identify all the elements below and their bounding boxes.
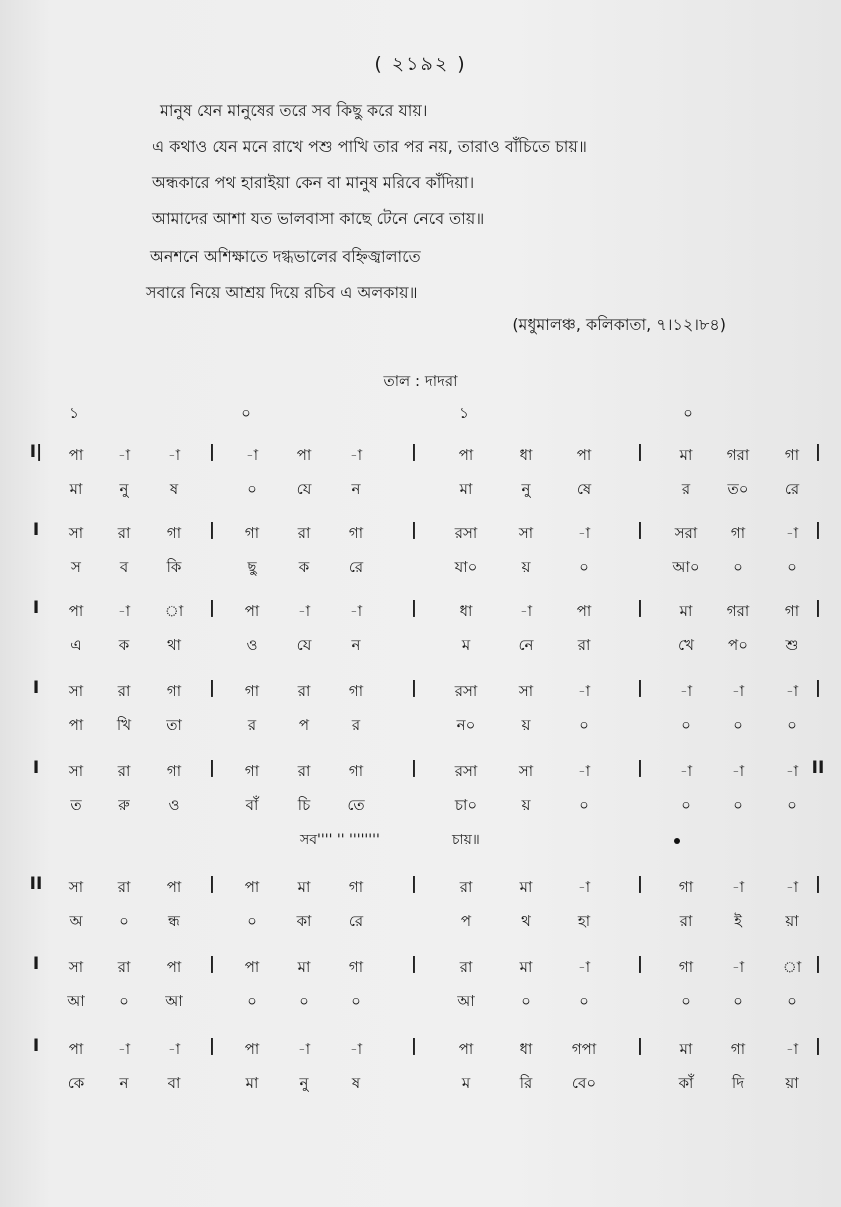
- swara-note: মা: [679, 446, 693, 464]
- swara-note: রা: [297, 682, 311, 700]
- bani-syllable: যে: [296, 636, 312, 654]
- bani-syllable: রে: [348, 558, 364, 576]
- bani-syllable: য়া: [785, 912, 799, 930]
- bani-syllable: ত০: [727, 480, 749, 498]
- bani-syllable: ০: [787, 716, 797, 734]
- swara-note: গপা: [571, 1040, 597, 1058]
- row-start-barline: I: [32, 1036, 40, 1056]
- barline: |: [636, 598, 644, 618]
- bani-syllable: ছু: [247, 558, 257, 576]
- barline: |: [410, 520, 418, 540]
- swara-note: সরা: [674, 524, 698, 542]
- swara-note: -া: [167, 446, 181, 464]
- swara-note: গা: [244, 762, 260, 780]
- bani-syllable: ০: [681, 716, 691, 734]
- bani-syllable: রি: [519, 1074, 533, 1092]
- swara-note: গা: [348, 878, 364, 896]
- bani-syllable: কা: [296, 912, 312, 930]
- bani-syllable: এ: [70, 636, 82, 654]
- swara-note: গা: [166, 762, 182, 780]
- bani-syllable: ০: [119, 912, 129, 930]
- bani-syllable: ০: [787, 558, 797, 576]
- swara-note: -া: [245, 446, 259, 464]
- swara-note: সা: [68, 762, 84, 780]
- swara-note: রা: [117, 524, 131, 542]
- swara-note: রা: [117, 958, 131, 976]
- swara-note: গা: [166, 524, 182, 542]
- bani-syllable: ন: [351, 636, 361, 654]
- swara-note: গা: [678, 878, 694, 896]
- swara-note: রা: [459, 958, 473, 976]
- bani-syllable: ন: [119, 1074, 129, 1092]
- bani-syllable: তা: [166, 716, 182, 734]
- swara-note: -া: [577, 682, 591, 700]
- swara-note: গা: [348, 958, 364, 976]
- row-end-barline: |: [814, 598, 822, 618]
- bani-syllable: ০: [733, 558, 743, 576]
- barline: |: [208, 520, 216, 540]
- bani-syllable: ষ: [169, 480, 179, 498]
- swara-note: গা: [244, 682, 260, 700]
- swara-note: -া: [349, 446, 363, 464]
- barline: |: [636, 442, 644, 462]
- barline: |: [208, 678, 216, 698]
- bani-syllable: রা: [679, 912, 693, 930]
- swara-note: পা: [68, 446, 84, 464]
- bani-syllable: প: [460, 912, 472, 930]
- barline: |: [410, 1036, 418, 1056]
- swara-note: রসা: [454, 682, 478, 700]
- row-start-barline: I: [32, 520, 40, 540]
- ornament-dot: [674, 838, 680, 844]
- swara-note: -া: [785, 524, 799, 542]
- bani-syllable: ন০: [456, 716, 476, 734]
- row-start-barline: II: [29, 874, 43, 894]
- swara-note: রা: [117, 878, 131, 896]
- barline: |: [636, 520, 644, 540]
- lyric-line-3: অন্ধকারে পথ হারাইয়া কেন বা মানুষ মরিবে কাঁদিয়া।: [152, 173, 475, 192]
- bani-syllable: ০: [521, 992, 531, 1010]
- swara-note: সা: [518, 762, 534, 780]
- swara-note: পা: [244, 602, 260, 620]
- bani-syllable: ০: [681, 992, 691, 1010]
- swara-note: সা: [518, 682, 534, 700]
- bani-syllable: ০: [733, 796, 743, 814]
- bani-syllable: ত: [70, 796, 82, 814]
- swara-note: পা: [68, 602, 84, 620]
- swara-note: পা: [576, 602, 592, 620]
- swara-note: ধা: [459, 602, 473, 620]
- swara-note: পা: [244, 878, 260, 896]
- swara-note: গা: [166, 682, 182, 700]
- row-end-barline: II: [811, 758, 825, 778]
- swara-note: মা: [519, 878, 533, 896]
- swara-note: -া: [349, 1040, 363, 1058]
- page-number: ( ২১৯২ ): [374, 53, 467, 75]
- barline: |: [636, 758, 644, 778]
- bani-syllable: কে: [67, 1074, 85, 1092]
- swara-note: া: [164, 602, 184, 620]
- bani-syllable: কি: [166, 558, 182, 576]
- bani-syllable: য়: [521, 716, 531, 734]
- swara-note: রা: [459, 878, 473, 896]
- bani-syllable: র: [247, 716, 257, 734]
- swara-note: া: [782, 958, 802, 976]
- row-end-barline: |: [814, 954, 822, 974]
- bani-syllable: ০: [247, 480, 257, 498]
- swara-note: সা: [68, 524, 84, 542]
- bani-syllable: ০: [579, 558, 589, 576]
- swara-note: সা: [68, 682, 84, 700]
- swara-note: -া: [679, 762, 693, 780]
- bani-syllable: য়া: [785, 1074, 799, 1092]
- bani-syllable: থা: [166, 636, 182, 654]
- barline: |: [208, 598, 216, 618]
- bani-syllable: দি: [731, 1074, 745, 1092]
- bani-syllable: ০: [351, 992, 361, 1010]
- bani-syllable: রু: [118, 796, 130, 814]
- barline: |: [208, 758, 216, 778]
- bani-syllable: বাঁ: [245, 796, 259, 814]
- bani-syllable: যে: [296, 480, 312, 498]
- bani-syllable: প: [298, 716, 310, 734]
- swara-note: পা: [296, 446, 312, 464]
- swara-note: রা: [297, 524, 311, 542]
- barline: |: [636, 954, 644, 974]
- bani-syllable: ০: [579, 992, 589, 1010]
- swara-note: মা: [297, 958, 311, 976]
- bani-syllable: ন: [351, 480, 361, 498]
- bani-syllable: বে০: [571, 1074, 597, 1092]
- lyric-line-1: মানুষ যেন মানুষের তরে সব কিছু করে যায়।: [160, 101, 428, 120]
- bani-syllable: আ: [457, 992, 475, 1010]
- swara-note: সা: [68, 878, 84, 896]
- barline: |: [410, 874, 418, 894]
- bani-syllable: প০: [728, 636, 748, 654]
- bani-syllable: ০: [579, 796, 589, 814]
- swara-note: সা: [518, 524, 534, 542]
- bani-syllable: রা: [577, 636, 591, 654]
- swara-note: পা: [166, 878, 182, 896]
- bani-syllable: ক: [118, 636, 130, 654]
- swara-note: -া: [297, 1040, 311, 1058]
- swara-note: সা: [68, 958, 84, 976]
- bani-syllable: ও: [168, 796, 180, 814]
- bani-syllable: কাঁ: [678, 1074, 694, 1092]
- bani-syllable: য়: [521, 796, 531, 814]
- bani-syllable: তে: [347, 796, 365, 814]
- bani-syllable: খি: [116, 716, 132, 734]
- bani-syllable: বা: [167, 1074, 181, 1092]
- swara-note: গা: [784, 446, 800, 464]
- bani-syllable: র: [351, 716, 361, 734]
- swara-note: -া: [117, 446, 131, 464]
- swara-note: গা: [730, 524, 746, 542]
- barline: |: [636, 874, 644, 894]
- swara-note: মা: [297, 878, 311, 896]
- swara-note: পা: [244, 1040, 260, 1058]
- barline: |: [410, 678, 418, 698]
- swara-note: মা: [679, 1040, 693, 1058]
- bani-syllable: আ: [165, 992, 183, 1010]
- return-note-right: চায়॥: [452, 832, 480, 848]
- row-start-barline: I: [32, 954, 40, 974]
- swara-note: ধা: [519, 446, 533, 464]
- swara-note: পা: [68, 1040, 84, 1058]
- bani-syllable: হা: [577, 912, 591, 930]
- swara-note: গরা: [726, 602, 750, 620]
- barline: |: [636, 678, 644, 698]
- lyric-line-2: এ কথাও যেন মনে রাখে পশু পাখি তার পর নয়, তারাও বাঁচিতে চায়॥: [152, 137, 587, 156]
- swara-note: -া: [577, 524, 591, 542]
- bani-syllable: ই: [734, 912, 742, 930]
- swara-note: গা: [348, 524, 364, 542]
- swara-note: রসা: [454, 524, 478, 542]
- bani-syllable: ষ: [351, 1074, 361, 1092]
- barline: |: [208, 442, 216, 462]
- swara-note: -া: [679, 682, 693, 700]
- bani-syllable: নু: [521, 480, 531, 498]
- swara-note: -া: [577, 878, 591, 896]
- bani-syllable: স: [71, 558, 81, 576]
- swara-note: -া: [731, 682, 745, 700]
- row-start-barline: I: [32, 678, 40, 698]
- bani-syllable: ব: [119, 558, 129, 576]
- barline: |: [410, 954, 418, 974]
- swara-note: গা: [348, 682, 364, 700]
- swara-note: পা: [166, 958, 182, 976]
- row-start-barline: I: [32, 758, 40, 778]
- bani-syllable: অ: [69, 912, 83, 930]
- bani-syllable: ০: [733, 992, 743, 1010]
- row-end-barline: |: [814, 874, 822, 894]
- bani-syllable: চি: [297, 796, 311, 814]
- bani-syllable: ০: [299, 992, 309, 1010]
- swara-note: পা: [576, 446, 592, 464]
- beat-marker-1: ১: [69, 404, 79, 422]
- bani-syllable: মা: [459, 480, 473, 498]
- swara-note: -া: [785, 762, 799, 780]
- swara-note: -া: [577, 762, 591, 780]
- swara-note: -া: [167, 1040, 181, 1058]
- barline: |: [636, 1036, 644, 1056]
- bani-syllable: খে: [678, 636, 694, 654]
- swara-note: -া: [349, 602, 363, 620]
- bani-syllable: ম: [461, 1074, 471, 1092]
- bani-syllable: য়: [521, 558, 531, 576]
- swara-note: -া: [785, 878, 799, 896]
- bani-syllable: ০: [247, 912, 257, 930]
- swara-note: রা: [117, 682, 131, 700]
- swara-note: -া: [785, 1040, 799, 1058]
- bani-syllable: ম: [461, 636, 471, 654]
- bani-syllable: থ: [521, 912, 531, 930]
- bani-syllable: নু: [299, 1074, 309, 1092]
- swara-note: গা: [678, 958, 694, 976]
- swara-note: গরা: [726, 446, 750, 464]
- bani-syllable: ০: [787, 992, 797, 1010]
- bani-syllable: যা০: [454, 558, 478, 576]
- swara-note: মা: [679, 602, 693, 620]
- swara-note: রা: [297, 762, 311, 780]
- bani-syllable: ০: [247, 992, 257, 1010]
- beat-marker-3: ১: [459, 404, 469, 422]
- return-note-left: সব'''' '' '''''''': [300, 832, 380, 848]
- row-end-barline: |: [814, 520, 822, 540]
- lyric-line-4: আমাদের আশা যত ভালবাসা কাছে টেনে নেবে তায়॥: [152, 209, 485, 228]
- swara-note: -া: [117, 602, 131, 620]
- barline: |: [208, 954, 216, 974]
- barline: |: [208, 1036, 216, 1056]
- lyric-line-6: সবারে নিয়ে আশ্রয় দিয়ে রচিব এ অলকায়॥: [146, 283, 418, 302]
- bani-syllable: ক: [298, 558, 310, 576]
- bani-syllable: আ: [67, 992, 85, 1010]
- swara-note: রসা: [454, 762, 478, 780]
- swara-note: -া: [731, 878, 745, 896]
- bani-syllable: ০: [787, 796, 797, 814]
- bani-syllable: রে: [784, 480, 800, 498]
- barline: |: [410, 598, 418, 618]
- beat-marker-4: ০: [683, 404, 693, 422]
- bani-syllable: নু: [119, 480, 129, 498]
- swara-note: -া: [519, 602, 533, 620]
- bani-syllable: আ০: [672, 558, 700, 576]
- bani-syllable: ও: [246, 636, 258, 654]
- bani-syllable: ০: [733, 716, 743, 734]
- swara-note: গা: [348, 762, 364, 780]
- bani-syllable: র: [681, 480, 691, 498]
- swara-note: -া: [297, 602, 311, 620]
- bani-syllable: পা: [68, 716, 84, 734]
- bani-syllable: ০: [579, 716, 589, 734]
- row-end-barline: |: [814, 678, 822, 698]
- swara-note: রা: [117, 762, 131, 780]
- swara-note: -া: [731, 958, 745, 976]
- bani-syllable: নে: [518, 636, 534, 654]
- bani-syllable: রে: [348, 912, 364, 930]
- lyric-line-5: অনশনে অশিক্ষাতে দগ্ধভালের বহ্নিজ্বালাতে: [150, 247, 421, 266]
- beat-marker-2: ০: [241, 404, 251, 422]
- barline: |: [208, 874, 216, 894]
- swara-note: পা: [458, 1040, 474, 1058]
- swara-note: ধা: [519, 1040, 533, 1058]
- bani-syllable: মা: [69, 480, 83, 498]
- swara-note: পা: [244, 958, 260, 976]
- bani-syllable: ০: [119, 992, 129, 1010]
- row-end-barline: |: [814, 442, 822, 462]
- bani-syllable: ষে: [576, 480, 592, 498]
- swara-note: গা: [730, 1040, 746, 1058]
- swara-note: -া: [731, 762, 745, 780]
- swara-note: পা: [458, 446, 474, 464]
- attribution: (মধুমালঞ্চ, কলিকাতা, ৭।১২।৮৪): [512, 315, 726, 334]
- tala-heading: তাল : দাদরা: [383, 372, 458, 390]
- swara-note: -া: [577, 958, 591, 976]
- swara-note: গা: [784, 602, 800, 620]
- swara-note: মা: [519, 958, 533, 976]
- row-start-barline: I: [32, 598, 40, 618]
- barline: |: [410, 442, 418, 462]
- bani-syllable: শু: [785, 636, 799, 654]
- bani-syllable: ন্ধ: [168, 912, 180, 930]
- swara-note: -া: [117, 1040, 131, 1058]
- bani-syllable: ০: [681, 796, 691, 814]
- swara-note: -া: [785, 682, 799, 700]
- bani-syllable: চা০: [454, 796, 478, 814]
- swara-note: গা: [244, 524, 260, 542]
- row-start-barline: I|: [29, 442, 43, 462]
- row-end-barline: |: [814, 1036, 822, 1056]
- barline: |: [410, 758, 418, 778]
- bani-syllable: মা: [245, 1074, 259, 1092]
